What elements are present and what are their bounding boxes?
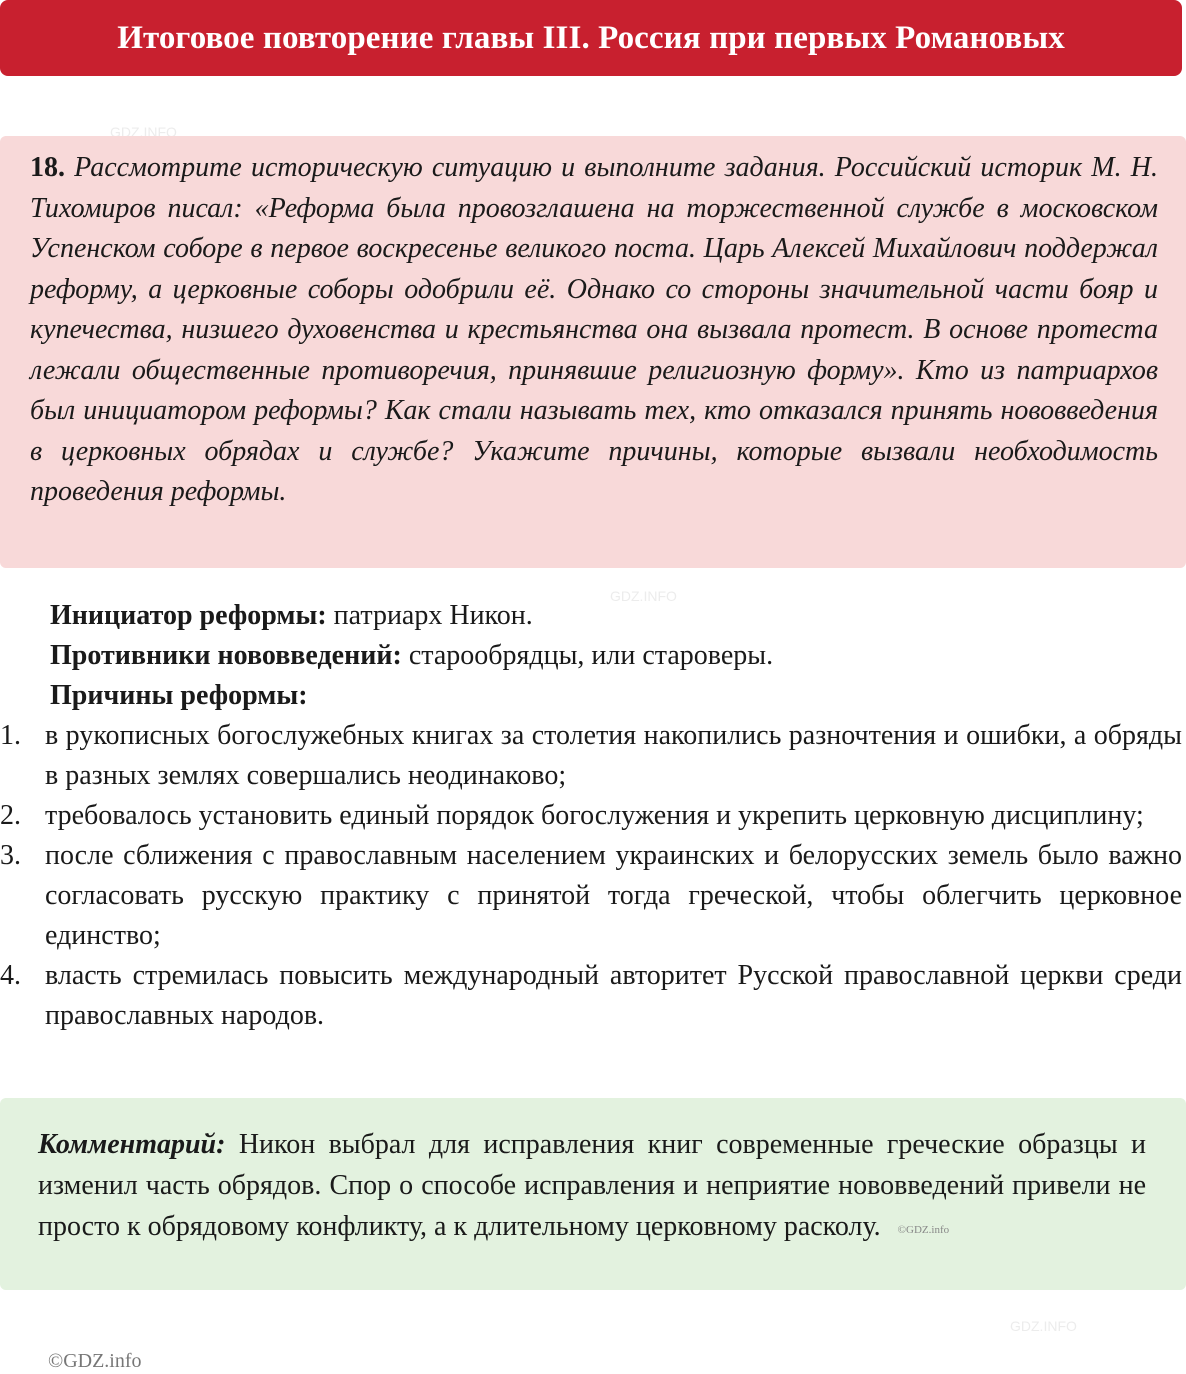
comment-paragraph bbox=[38, 1124, 1146, 1251]
list-item-text: после сближения с православным населением украинских и белорусских земель было важно согласовать русскую практику с принятой тогда греческой, чтобы облегчить церковное единство; bbox=[45, 840, 1182, 951]
reasons-list bbox=[0, 716, 1186, 1036]
task-number: 18. bbox=[30, 152, 65, 183]
list-item bbox=[0, 796, 1186, 836]
opponents-value: старообрядцы, или староверы. bbox=[408, 640, 774, 671]
comment-text: Никон выбрал для исправления книг современные греческие образцы и изменил часть обрядов. Спор о способе исправления и неприятие нововведений привели не просто к обрядовому конфликту, а к длительному церковному расколу. bbox=[38, 1129, 1147, 1242]
opponents-line bbox=[0, 636, 1186, 676]
watermark: GDZ.INFO bbox=[1010, 1318, 1077, 1334]
page-title: Итоговое повторение главы III. Россия при первых Романовых bbox=[117, 19, 1065, 56]
list-item-number: 4. bbox=[0, 960, 21, 991]
list-item bbox=[0, 956, 1186, 1036]
initiator-label: Инициатор реформы: bbox=[50, 600, 327, 631]
task-paragraph bbox=[30, 148, 1158, 513]
task-text: Рассмотрите историческую ситуацию и выполните задания. Российский историк М. Н. Тихомиров писал: «Реформа была провозглашена на торжественной службе в московском Успенском соборе в первое воскресенье великого поста. Царь Алексей Михайлович поддержал реформу, а церковные соборы одобрили её. Однако со стороны значительной части бояр и купечества, низшего духовенства и крестьянства она вызвала протест. В основе протеста лежали общественные противоречия, принявшие религиозную форму». Кто из патриархов был инициатором реформы? Как стали называть тех, кто отказался принять нововведения в церковных обрядах и службе? Укажите причины, которые вызвали необходимость проведения реформы. bbox=[30, 152, 1158, 507]
list-item-text: требовалось установить единый порядок богослужения и укрепить церковную дисциплину; bbox=[45, 800, 1144, 831]
reasons-heading-line bbox=[0, 676, 1186, 716]
list-item bbox=[0, 836, 1186, 956]
comment-label: Комментарий: bbox=[38, 1129, 226, 1160]
watermark: GDZ.INFO bbox=[110, 124, 177, 140]
list-item bbox=[0, 716, 1186, 796]
list-item-text: в рукописных богослужебных книгах за столетия накопились разночтения и ошибки, а обряды в разных землях совершались неодинаково; bbox=[45, 720, 1182, 791]
list-item-number: 3. bbox=[0, 840, 21, 871]
list-item-number: 2. bbox=[0, 800, 21, 831]
initiator-line bbox=[0, 596, 1186, 636]
list-item-number: 1. bbox=[0, 720, 21, 751]
list-item-text: власть стремилась повысить международный авторитет Русской православной церкви среди православных народов. bbox=[45, 960, 1182, 1031]
answer-section bbox=[0, 596, 1186, 1036]
watermark: GDZ.INFO bbox=[610, 588, 677, 604]
initiator-value: патриарх Никон. bbox=[333, 600, 533, 631]
chapter-header bbox=[0, 0, 1182, 76]
task-box bbox=[0, 136, 1186, 568]
comment-box bbox=[0, 1098, 1186, 1290]
footer-copyright: ©GDZ.info bbox=[48, 1350, 142, 1372]
reasons-label: Причины реформы: bbox=[50, 680, 308, 711]
opponents-label: Противники нововведений: bbox=[50, 640, 402, 671]
inline-copyright: ©GDZ.info bbox=[897, 1224, 950, 1236]
